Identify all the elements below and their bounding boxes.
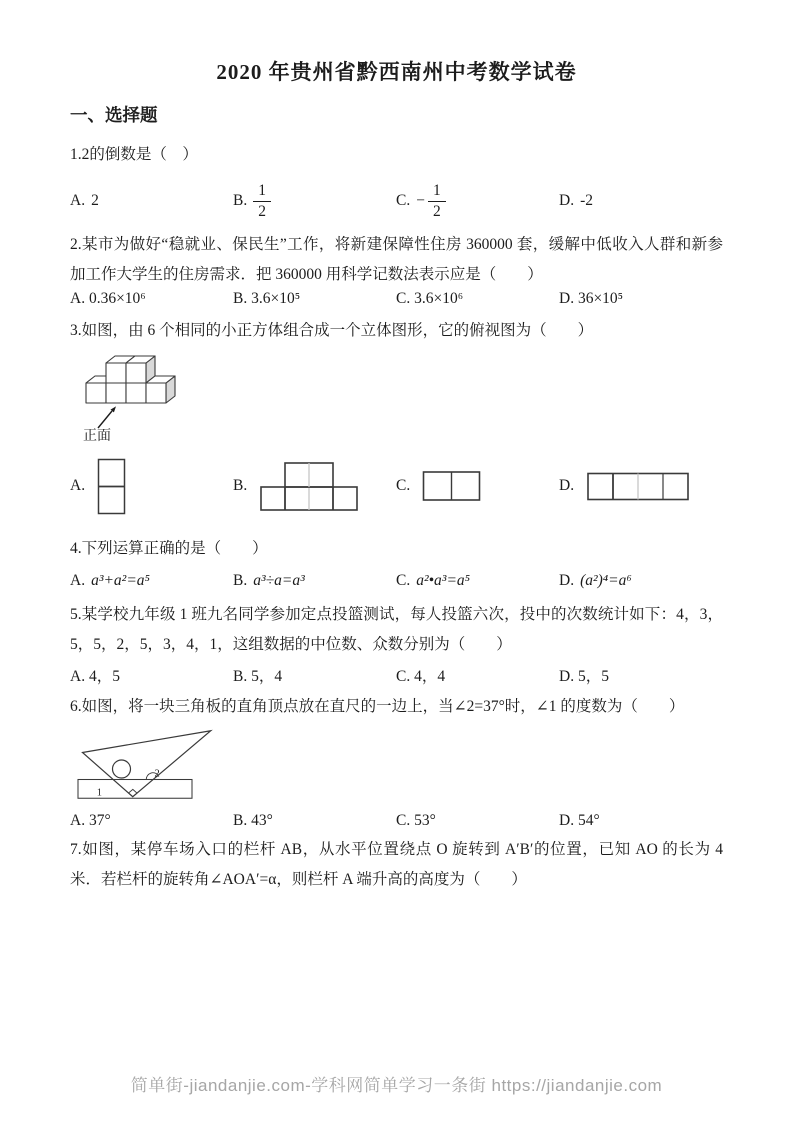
- q3-option-a-label: A.: [70, 477, 86, 494]
- angle-2-label: 2: [154, 768, 160, 780]
- triangle-ruler-figure: [72, 724, 222, 808]
- front-direction-arrow: [98, 411, 112, 428]
- q6-option-a: [70, 812, 233, 830]
- fraction-denominator: 2: [432, 202, 441, 220]
- q1-option-d: [559, 192, 723, 210]
- q1-option-a-value: 2: [91, 192, 99, 209]
- q2-option-a: [70, 290, 233, 308]
- q3-options: [70, 456, 723, 516]
- cube-front-face: [86, 383, 106, 403]
- section-heading: 一、选择题: [70, 105, 158, 125]
- q4-option-b: [233, 572, 396, 590]
- shape-four-squares-with-two-on-top: [259, 460, 359, 512]
- page-content: [0, 56, 793, 895]
- q3-option-b: [233, 460, 396, 512]
- cube-front-face: [146, 383, 166, 403]
- q5-option-d: [559, 664, 723, 686]
- q4-option-c: [396, 572, 559, 590]
- q4-option-a-math: a³+a²=a⁵: [91, 572, 150, 589]
- q2-option-c-value: C. 3.6×10⁶: [396, 290, 464, 307]
- q1-option-c-label: C.: [396, 192, 411, 209]
- q3-option-a: [70, 458, 233, 515]
- q4-option-c-math: a²•a³=a⁵: [416, 572, 471, 589]
- q1-option-d-value: -2: [580, 192, 593, 209]
- q1-option-b-label: B.: [233, 192, 248, 209]
- q3-option-d-label: D.: [559, 477, 575, 494]
- q4-option-a-label: A.: [70, 572, 86, 589]
- q3-stem: 3.如图，由 6 个相同的小正方体组合成一个立体图形，它的俯视图为（ ）: [70, 322, 594, 339]
- q5-option-b-value: B. 5，4: [233, 668, 283, 685]
- cube-front-face: [106, 383, 126, 403]
- q3-option-d: [559, 472, 723, 501]
- q3-option-c: [396, 470, 559, 502]
- minus-sign: −: [416, 192, 425, 209]
- q2-option-d-value: D. 36×10⁵: [559, 290, 624, 307]
- cube-front-face: [106, 363, 126, 383]
- q6-option-c-value: C. 53°: [396, 812, 436, 829]
- fraction-numerator: 1: [253, 182, 271, 202]
- cube-assembly-figure: [78, 348, 210, 442]
- q1-option-c: [396, 182, 559, 221]
- q2-option-b-value: B. 3.6×10⁵: [233, 290, 301, 307]
- q5-option-b: [233, 664, 396, 686]
- q6-option-b-value: B. 43°: [233, 812, 273, 829]
- q7-stem: 7.如图，某停车场入口的栏杆 AB，从水平位置绕点 O 旋转到 A′B′的位置，已知 AO 的长为 4 米．若栏杆的旋转角∠AOA′=α，则栏杆 A 端升高的高度为（ ）: [70, 841, 723, 888]
- shape-two-squares-horizontal: [422, 470, 482, 502]
- q5-option-c: [396, 664, 559, 686]
- q5-option-c-value: C. 4，4: [396, 668, 446, 685]
- q3-figure-block: [78, 348, 723, 442]
- q1-option-a: [70, 192, 233, 210]
- q1-stem: 1.2的倒数是（ ）: [70, 146, 198, 163]
- shape-four-squares-horizontal: [586, 472, 690, 501]
- shape-two-squares-vertical: [97, 458, 127, 515]
- q5-option-a: [70, 664, 233, 686]
- q3-option-b-label: B.: [233, 477, 248, 494]
- q4-options: [70, 572, 723, 590]
- q6-option-a-value: A. 37°: [70, 812, 111, 829]
- q5-option-d-value: D. 5，5: [559, 668, 609, 685]
- q1-option-b: [233, 182, 396, 221]
- q4-option-a: [70, 572, 233, 590]
- fraction-numerator: 1: [428, 182, 446, 202]
- q5-option-a-value: A. 4，5: [70, 668, 120, 685]
- q4-option-d-label: D.: [559, 572, 575, 589]
- footer-watermark: 简单街-jiandanjie.com-学科网简单学习一条街 https://jiandanjie.com: [130, 1076, 663, 1095]
- q6-options: [70, 812, 723, 830]
- q6-option-b: [233, 812, 396, 830]
- q1-option-b-fraction: [253, 182, 271, 221]
- q6-figure-block: [72, 724, 723, 808]
- q4-option-b-label: B.: [233, 572, 248, 589]
- q1-option-c-fraction: [428, 182, 446, 221]
- q4-stem: 4.下列运算正确的是（ ）: [70, 540, 268, 557]
- front-label: 正面: [83, 429, 111, 444]
- fraction-denominator: 2: [258, 202, 266, 220]
- q6-stem: 6.如图，将一块三角板的直角顶点放在直尺的一边上，当∠2=37°时，∠1 的度数为（ ）: [70, 698, 685, 715]
- q2-option-b: [233, 290, 396, 308]
- q4-option-d-math: (a²)⁴=a⁶: [580, 572, 632, 589]
- q4-option-d: [559, 572, 723, 590]
- q4-option-b-math: a³÷a=a³: [253, 572, 305, 589]
- page-title: 2020 年贵州省黔西南州中考数学试卷: [216, 60, 577, 84]
- q2-option-a-value: A. 0.36×10⁶: [70, 290, 146, 307]
- q1-option-a-label: A.: [70, 192, 86, 209]
- q6-option-d-value: D. 54°: [559, 812, 600, 829]
- q2-option-d: [559, 290, 723, 308]
- angle-1-label: 1: [96, 787, 102, 799]
- q4-option-c-label: C.: [396, 572, 411, 589]
- q5-stem: 5.某学校九年级 1 班九名同学参加定点投篮测试，每人投篮六次，投中的次数统计如下：4，3，5，5，2，5，3，4，1，这组数据的中位数、众数分别为（ ）: [70, 606, 723, 653]
- q1-options: [70, 176, 723, 226]
- cube-front-face: [126, 363, 146, 383]
- q2-options: [70, 290, 723, 308]
- q2-option-c: [396, 290, 559, 308]
- cube-front-face: [126, 383, 146, 403]
- q6-option-d: [559, 812, 723, 830]
- q1-option-d-label: D.: [559, 192, 575, 209]
- q3-option-c-label: C.: [396, 477, 411, 494]
- q2-stem: 2.某市为做好“稳就业、保民生”工作，将新建保障性住房 360000 套，缓解中低收入人群和新参加工作大学生的住房需求．把 360000 用科学记数法表示应是（ ）: [70, 236, 723, 283]
- set-square-hole: [113, 760, 131, 778]
- q5-options: [70, 664, 723, 686]
- q6-option-c: [396, 812, 559, 830]
